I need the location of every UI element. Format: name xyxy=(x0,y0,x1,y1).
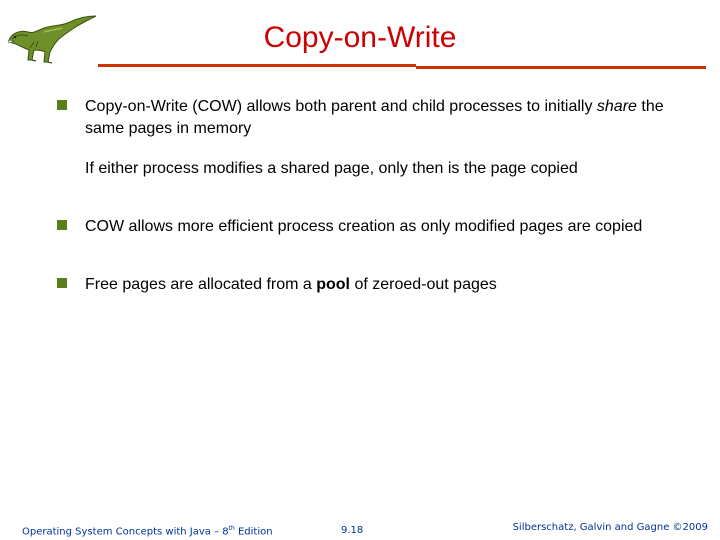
page-number: 9.18 xyxy=(341,525,364,536)
bullet-item xyxy=(57,96,697,140)
bullet-text-part: of zeroed-out pages xyxy=(350,276,497,293)
square-bullet-icon xyxy=(57,278,67,288)
slide-title: Copy-on-Write xyxy=(263,21,457,54)
bullet-item xyxy=(57,216,697,238)
footer-text-part: Operating System Concepts with Java – 8 xyxy=(22,526,229,538)
sub-paragraph: If either process modifies a shared page, only then is the page copied xyxy=(85,160,578,177)
square-bullet-icon xyxy=(57,100,67,110)
bullet-text xyxy=(85,98,664,137)
title-rule-left xyxy=(98,64,416,67)
bullet-list xyxy=(57,96,697,296)
footer-copyright: Silberschatz, Galvin and Gagne ©2009 xyxy=(512,522,708,533)
bullet-text-part: Copy-on-Write (COW) allows both parent and child processes to initially xyxy=(85,98,597,115)
slide-header xyxy=(0,0,720,72)
footer-text-part: Edition xyxy=(234,526,273,538)
bullet-text: COW allows more efficient process creation as only modified pages are copied xyxy=(85,218,643,235)
bullet-text xyxy=(85,276,497,293)
emphasis-share: share xyxy=(596,98,637,115)
bullet-item xyxy=(57,274,697,296)
slide-footer xyxy=(0,520,720,540)
emphasis-pool: pool xyxy=(316,276,350,293)
footer-book-title xyxy=(22,525,273,537)
bullet-text-part: the same pages in memory xyxy=(85,98,664,137)
footer-superscript: th xyxy=(228,525,235,532)
title-rule-right xyxy=(416,66,706,69)
square-bullet-icon xyxy=(57,220,67,230)
bullet-text-part: Free pages are allocated from a xyxy=(85,276,317,293)
